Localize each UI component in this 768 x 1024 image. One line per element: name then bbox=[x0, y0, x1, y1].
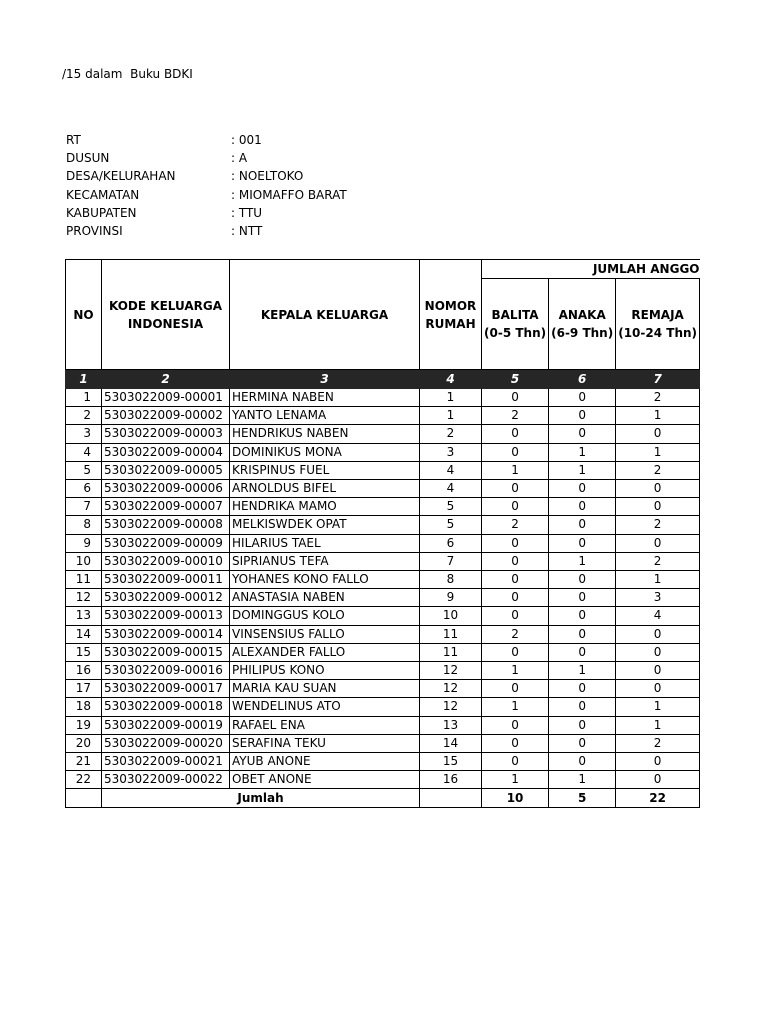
table-row bbox=[66, 698, 700, 716]
table-row bbox=[66, 407, 700, 425]
cell-kode: 5303022009-00020 bbox=[102, 734, 230, 752]
cell-rumah: 4 bbox=[420, 480, 482, 498]
cell-balita: 2 bbox=[482, 625, 549, 643]
header-rumah-line1: NOMOR bbox=[424, 298, 477, 313]
cell-remaja: 0 bbox=[616, 425, 700, 443]
column-number: 6 bbox=[549, 370, 616, 389]
cell-kepala: AYUB ANONE bbox=[230, 753, 420, 771]
table-row bbox=[66, 480, 700, 498]
table-row bbox=[66, 625, 700, 643]
cell-rumah: 9 bbox=[420, 589, 482, 607]
table-row bbox=[66, 771, 700, 789]
cell-remaja: 0 bbox=[616, 662, 700, 680]
header-kode-line1: KODE KELUARGA bbox=[108, 298, 223, 313]
cell-balita: 0 bbox=[482, 734, 549, 752]
table-row bbox=[66, 516, 700, 534]
table-row bbox=[66, 498, 700, 516]
info-row-desa bbox=[66, 167, 347, 185]
header-rumah bbox=[420, 260, 482, 370]
cell-no: 17 bbox=[66, 680, 102, 698]
cell-kepala: YOHANES KONO FALLO bbox=[230, 571, 420, 589]
info-value: : A bbox=[231, 151, 248, 166]
header-anaka-line2: (6-9 Thn) bbox=[551, 326, 614, 340]
cell-rumah: 10 bbox=[420, 607, 482, 625]
cell-kepala: MELKISWDEK OPAT bbox=[230, 516, 420, 534]
cell-remaja: 2 bbox=[616, 734, 700, 752]
cell-rumah: 7 bbox=[420, 552, 482, 570]
table-row bbox=[66, 753, 700, 771]
total-remaja: 22 bbox=[616, 789, 700, 808]
cell-kepala: SERAFINA TEKU bbox=[230, 734, 420, 752]
cell-rumah: 6 bbox=[420, 534, 482, 552]
table-row bbox=[66, 461, 700, 479]
cell-no: 3 bbox=[66, 425, 102, 443]
cell-balita: 0 bbox=[482, 589, 549, 607]
header-balita-line2: (0-5 Thn) bbox=[484, 326, 547, 340]
info-label: KECAMATAN bbox=[66, 187, 140, 202]
table-row bbox=[66, 571, 700, 589]
cell-balita: 0 bbox=[482, 753, 549, 771]
cell-anaka: 0 bbox=[549, 425, 616, 443]
cell-rumah: 4 bbox=[420, 461, 482, 479]
cell-kepala: KRISPINUS FUEL bbox=[230, 461, 420, 479]
cell-balita: 0 bbox=[482, 425, 549, 443]
table-row bbox=[66, 662, 700, 680]
table-row bbox=[66, 607, 700, 625]
cell-kepala: HENDRIKUS NABEN bbox=[230, 425, 420, 443]
cell-kode: 5303022009-00010 bbox=[102, 552, 230, 570]
cell-remaja: 1 bbox=[616, 407, 700, 425]
cell-kode: 5303022009-00004 bbox=[102, 443, 230, 461]
column-number: 7 bbox=[616, 370, 700, 389]
cell-kode: 5303022009-00007 bbox=[102, 498, 230, 516]
cell-no: 20 bbox=[66, 734, 102, 752]
header-balita-line1: BALITA bbox=[491, 308, 539, 322]
cell-rumah: 13 bbox=[420, 716, 482, 734]
cell-anaka: 0 bbox=[549, 734, 616, 752]
cell-kepala: ARNOLDUS BIFEL bbox=[230, 480, 420, 498]
cell-remaja: 0 bbox=[616, 643, 700, 661]
cell-kode: 5303022009-00015 bbox=[102, 643, 230, 661]
cell-kode: 5303022009-00006 bbox=[102, 480, 230, 498]
cell-kepala: ANASTASIA NABEN bbox=[230, 589, 420, 607]
cell-anaka: 0 bbox=[549, 753, 616, 771]
cell-balita: 2 bbox=[482, 407, 549, 425]
cell-remaja: 2 bbox=[616, 389, 700, 407]
cell-rumah: 8 bbox=[420, 571, 482, 589]
cell-kode: 5303022009-00009 bbox=[102, 534, 230, 552]
cell-balita: 0 bbox=[482, 389, 549, 407]
cell-no: 16 bbox=[66, 662, 102, 680]
column-number: 2 bbox=[102, 370, 230, 389]
info-value: : NOELTOKO bbox=[231, 169, 304, 184]
cell-kepala: PHILIPUS KONO bbox=[230, 662, 420, 680]
cell-no: 11 bbox=[66, 571, 102, 589]
info-value: : MIOMAFFO BARAT bbox=[231, 187, 347, 202]
cell-kode: 5303022009-00003 bbox=[102, 425, 230, 443]
cell-balita: 0 bbox=[482, 680, 549, 698]
info-label: KABUPATEN bbox=[66, 205, 137, 220]
family-table bbox=[65, 259, 700, 808]
cell-balita: 2 bbox=[482, 516, 549, 534]
cell-kode: 5303022009-00012 bbox=[102, 589, 230, 607]
cell-rumah: 12 bbox=[420, 698, 482, 716]
total-row bbox=[66, 789, 700, 808]
cell-kepala: DOMINIKUS MONA bbox=[230, 443, 420, 461]
cell-remaja: 1 bbox=[616, 698, 700, 716]
cell-no: 22 bbox=[66, 771, 102, 789]
cell-rumah: 15 bbox=[420, 753, 482, 771]
cell-kode: 5303022009-00018 bbox=[102, 698, 230, 716]
cell-kepala: MARIA KAU SUAN bbox=[230, 680, 420, 698]
cell-rumah: 16 bbox=[420, 771, 482, 789]
cell-kode: 5303022009-00021 bbox=[102, 753, 230, 771]
cell-rumah: 1 bbox=[420, 389, 482, 407]
info-label: RT bbox=[66, 133, 81, 147]
cell-remaja: 1 bbox=[616, 571, 700, 589]
header-anaka bbox=[549, 279, 616, 370]
cell-kode: 5303022009-00016 bbox=[102, 662, 230, 680]
cell-balita: 0 bbox=[482, 552, 549, 570]
cell-kode: 5303022009-00013 bbox=[102, 607, 230, 625]
cell-remaja: 2 bbox=[616, 552, 700, 570]
table-row bbox=[66, 643, 700, 661]
column-number: 5 bbox=[482, 370, 549, 389]
cell-rumah: 11 bbox=[420, 625, 482, 643]
column-number: 4 bbox=[420, 370, 482, 389]
total-blank-cell bbox=[420, 789, 482, 808]
header-remaja bbox=[616, 279, 700, 370]
cell-rumah: 12 bbox=[420, 680, 482, 698]
info-label: DESA/KELURAHAN bbox=[66, 169, 176, 184]
cell-anaka: 1 bbox=[549, 461, 616, 479]
cell-kepala: SIPRIANUS TEFA bbox=[230, 552, 420, 570]
cell-kode: 5303022009-00022 bbox=[102, 771, 230, 789]
cell-remaja: 0 bbox=[616, 534, 700, 552]
cell-anaka: 0 bbox=[549, 643, 616, 661]
header-kepala: KEPALA KELUARGA bbox=[230, 260, 420, 370]
cell-anaka: 0 bbox=[549, 389, 616, 407]
cell-kepala: VINSENSIUS FALLO bbox=[230, 625, 420, 643]
cell-no: 18 bbox=[66, 698, 102, 716]
cell-no: 8 bbox=[66, 516, 102, 534]
cell-balita: 1 bbox=[482, 461, 549, 479]
cell-kode: 5303022009-00005 bbox=[102, 461, 230, 479]
cell-no: 12 bbox=[66, 589, 102, 607]
cell-anaka: 0 bbox=[549, 698, 616, 716]
cell-rumah: 11 bbox=[420, 643, 482, 661]
cell-remaja: 0 bbox=[616, 771, 700, 789]
cell-anaka: 0 bbox=[549, 480, 616, 498]
cell-balita: 0 bbox=[482, 480, 549, 498]
cell-kepala: RAFAEL ENA bbox=[230, 716, 420, 734]
cell-rumah: 3 bbox=[420, 443, 482, 461]
cell-kode: 5303022009-00017 bbox=[102, 680, 230, 698]
cell-kode: 5303022009-00008 bbox=[102, 516, 230, 534]
cell-anaka: 0 bbox=[549, 534, 616, 552]
cell-no: 15 bbox=[66, 643, 102, 661]
cell-kepala: HILARIUS TAEL bbox=[230, 534, 420, 552]
cell-no: 14 bbox=[66, 625, 102, 643]
column-number-row bbox=[66, 370, 700, 389]
cell-balita: 0 bbox=[482, 643, 549, 661]
table-row bbox=[66, 389, 700, 407]
table-row bbox=[66, 443, 700, 461]
cell-rumah: 5 bbox=[420, 516, 482, 534]
cell-kode: 5303022009-00002 bbox=[102, 407, 230, 425]
total-balita: 10 bbox=[482, 789, 549, 808]
header-anaka-line1: ANAKA bbox=[558, 308, 606, 322]
header-kode bbox=[102, 260, 230, 370]
cell-anaka: 0 bbox=[549, 498, 616, 516]
cell-kode: 5303022009-00014 bbox=[102, 625, 230, 643]
info-value: : 001 bbox=[231, 133, 262, 147]
cell-anaka: 1 bbox=[549, 443, 616, 461]
cell-rumah: 14 bbox=[420, 734, 482, 752]
cell-rumah: 12 bbox=[420, 662, 482, 680]
info-value: : TTU bbox=[231, 205, 263, 220]
total-blank-cell bbox=[66, 789, 102, 808]
table-row bbox=[66, 716, 700, 734]
cell-balita: 1 bbox=[482, 771, 549, 789]
cell-balita: 0 bbox=[482, 716, 549, 734]
table-body bbox=[66, 389, 700, 789]
cell-no: 9 bbox=[66, 534, 102, 552]
cell-no: 5 bbox=[66, 461, 102, 479]
cell-remaja: 0 bbox=[616, 625, 700, 643]
header-kode-line2: INDONESIA bbox=[127, 316, 204, 331]
cell-anaka: 0 bbox=[549, 716, 616, 734]
cell-anaka: 0 bbox=[549, 589, 616, 607]
header-remaja-line2: (10-24 Thn) bbox=[618, 326, 698, 340]
cell-no: 7 bbox=[66, 498, 102, 516]
cell-no: 2 bbox=[66, 407, 102, 425]
cell-rumah: 2 bbox=[420, 425, 482, 443]
table-row bbox=[66, 589, 700, 607]
cell-kepala: ALEXANDER FALLO bbox=[230, 643, 420, 661]
column-number: 3 bbox=[230, 370, 420, 389]
header-rumah-line2: RUMAH bbox=[425, 316, 476, 331]
cell-kode: 5303022009-00011 bbox=[102, 571, 230, 589]
cell-balita: 0 bbox=[482, 498, 549, 516]
table-row bbox=[66, 680, 700, 698]
cell-no: 4 bbox=[66, 443, 102, 461]
cell-remaja: 3 bbox=[616, 589, 700, 607]
info-label: DUSUN bbox=[66, 151, 110, 166]
cell-remaja: 0 bbox=[616, 480, 700, 498]
info-label: PROVINSI bbox=[66, 223, 123, 238]
column-number: 1 bbox=[66, 370, 102, 389]
table-row bbox=[66, 425, 700, 443]
info-row-provinsi bbox=[66, 222, 347, 240]
cell-remaja: 1 bbox=[616, 716, 700, 734]
cell-no: 1 bbox=[66, 389, 102, 407]
cell-anaka: 0 bbox=[549, 607, 616, 625]
cell-anaka: 0 bbox=[549, 680, 616, 698]
info-value: : NTT bbox=[231, 223, 263, 238]
cell-anaka: 1 bbox=[549, 662, 616, 680]
cell-kode: 5303022009-00019 bbox=[102, 716, 230, 734]
cell-rumah: 1 bbox=[420, 407, 482, 425]
cell-remaja: 0 bbox=[616, 680, 700, 698]
cell-anaka: 0 bbox=[549, 407, 616, 425]
cell-anaka: 0 bbox=[549, 571, 616, 589]
cell-balita: 0 bbox=[482, 534, 549, 552]
table-row bbox=[66, 552, 700, 570]
table-row bbox=[66, 534, 700, 552]
cell-no: 10 bbox=[66, 552, 102, 570]
cell-balita: 1 bbox=[482, 698, 549, 716]
cell-remaja: 2 bbox=[616, 461, 700, 479]
cell-kepala: HENDRIKA MAMO bbox=[230, 498, 420, 516]
info-row-dusun bbox=[66, 149, 347, 167]
cell-no: 19 bbox=[66, 716, 102, 734]
info-row-kabupaten bbox=[66, 204, 347, 222]
cell-anaka: 0 bbox=[549, 625, 616, 643]
total-anaka: 5 bbox=[549, 789, 616, 808]
cell-no: 21 bbox=[66, 753, 102, 771]
document-title: /15 dalam Buku BDKI bbox=[62, 67, 193, 81]
cell-anaka: 1 bbox=[549, 771, 616, 789]
group-header: JUMLAH ANGGO bbox=[482, 260, 700, 279]
cell-remaja: 0 bbox=[616, 498, 700, 516]
table-row bbox=[66, 734, 700, 752]
cell-no: 13 bbox=[66, 607, 102, 625]
cell-kepala: WENDELINUS ATO bbox=[230, 698, 420, 716]
info-row-rt bbox=[66, 131, 347, 149]
cell-kepala: HERMINA NABEN bbox=[230, 389, 420, 407]
cell-kode: 5303022009-00001 bbox=[102, 389, 230, 407]
cell-balita: 0 bbox=[482, 443, 549, 461]
cell-anaka: 0 bbox=[549, 516, 616, 534]
cell-balita: 0 bbox=[482, 607, 549, 625]
cell-rumah: 5 bbox=[420, 498, 482, 516]
cell-kepala: OBET ANONE bbox=[230, 771, 420, 789]
header-no: NO bbox=[66, 260, 102, 370]
cell-balita: 1 bbox=[482, 662, 549, 680]
cell-kepala: DOMINGGUS KOLO bbox=[230, 607, 420, 625]
cell-remaja: 0 bbox=[616, 753, 700, 771]
info-row-kecamatan bbox=[66, 186, 347, 204]
cell-kepala: YANTO LENAMA bbox=[230, 407, 420, 425]
header-balita bbox=[482, 279, 549, 370]
total-label: Jumlah bbox=[102, 789, 420, 808]
cell-remaja: 4 bbox=[616, 607, 700, 625]
cell-no: 6 bbox=[66, 480, 102, 498]
cell-anaka: 1 bbox=[549, 552, 616, 570]
cell-remaja: 1 bbox=[616, 443, 700, 461]
location-info bbox=[66, 131, 347, 240]
cell-balita: 0 bbox=[482, 571, 549, 589]
cell-remaja: 2 bbox=[616, 516, 700, 534]
header-remaja-line1: REMAJA bbox=[631, 308, 684, 322]
